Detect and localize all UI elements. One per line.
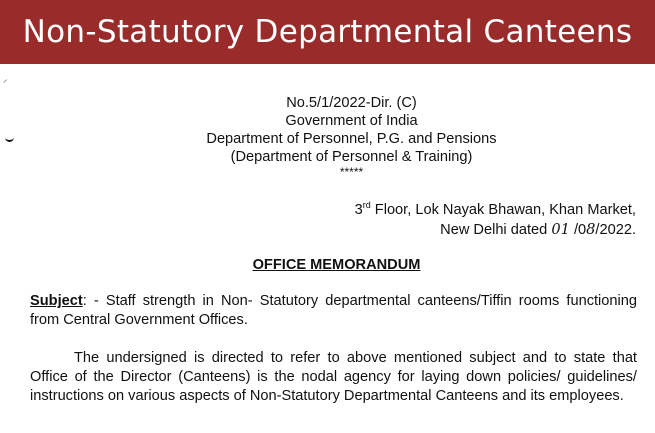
address-text: Floor, Lok Nayak Bhawan, Khan Market, (370, 202, 636, 218)
floor-suffix: rd (362, 200, 371, 210)
subject-line (30, 292, 637, 330)
address-block (355, 200, 636, 240)
body-paragraph (30, 349, 637, 406)
document-header (0, 94, 655, 178)
address-line (355, 200, 636, 220)
department-line: Department of Personnel, P.G. and Pensions (206, 131, 497, 147)
date-year: /2022. (595, 222, 636, 238)
handwritten-day: 01 (551, 221, 570, 238)
dated-prefix: New Delhi dated (440, 222, 552, 238)
handwritten-month: 8 (586, 221, 596, 238)
memorandum-document (0, 64, 655, 433)
floor-number: 3 (354, 202, 363, 218)
banner-title: Non-Statutory Departmental Canteens (22, 14, 633, 50)
memo-title: OFFICE MEMORANDUM (252, 257, 421, 273)
subject-text: : - Staff strength in Non- Statutory departmental canteens/Tiffin rooms functioning from Central Government Offices. (30, 293, 637, 328)
separator-stars: ***** (339, 165, 364, 179)
date-line (355, 220, 636, 240)
government-line: Government of India (285, 113, 418, 129)
date-separator: /0 (569, 222, 587, 238)
subject-label: Subject (30, 293, 83, 309)
sub-department-line: (Department of Personnel & Training) (230, 149, 473, 165)
paragraph-text: The undersigned is directed to refer to above mentioned subject and to state that Office of the Director (Canteens) is the nodal agency for laying down policies/ guidelines/ instructions on various aspects of Non-Statutory Departmental Canteens and its employees. (30, 350, 637, 404)
margin-mark: ⸝ (3, 74, 8, 84)
reference-number: No.5/1/2022-Dir. (C) (286, 95, 417, 111)
banner (0, 0, 655, 64)
